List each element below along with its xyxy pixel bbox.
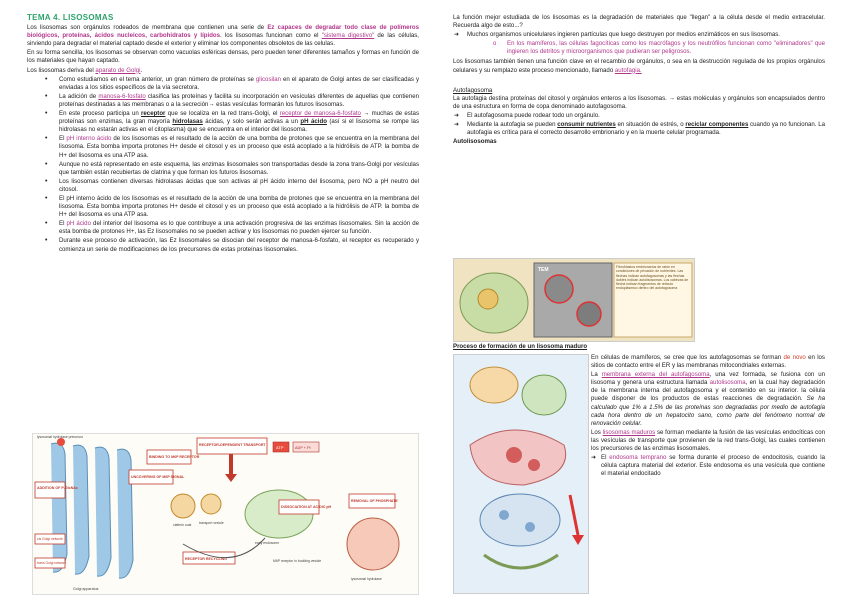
diagram-label: ADP + Pi <box>295 446 311 450</box>
text: El <box>59 220 67 228</box>
text: , en la cual hay degradación de la membrana interna del autofagosoma y el contenido en su interior. la célula puede disponer de los productos de estas reacciones de degradación. <box>591 379 825 403</box>
italic-text: Se ha calculado que 1% a 1.5% de las proteínas son degradadas por medio de autofagia cada hora dentro de un hepatocito sano, como parte del fenómeno normal de renovación celular. <box>591 395 825 427</box>
diagram-label: ADDITION OF P-GlcNAc <box>37 486 78 490</box>
highlight-link: autofagia. <box>614 66 642 74</box>
diagram-label: lysosomal hydrolase <box>351 577 382 581</box>
text: de los lisosomas es el resultado de la acción de una bomba de protones que se encuentra en la membrana del lisosoma. Esta bomba importa protones H+ desde el citosol y es un proceso que está acoplado a la hidrólisis de ATP. la bomba de H+ del lisosoma es una ATP asa. <box>59 135 419 159</box>
diagram-label: RECEPTOR RECYCLING <box>185 557 228 561</box>
section-title: Proceso de formación de un lisosoma maduro <box>453 343 588 350</box>
highlight-text: pH interno ácido <box>66 135 112 143</box>
highlight-text: glicosilan <box>255 75 281 83</box>
diagram-label: REMOVAL OF PHOSPHATE <box>351 499 398 503</box>
text: clasifica las proteínas y facilita su incorporación en vesículas diferentes de aquellas que contienen proteínas destinadas a las membranas o a la secreción→ estas vesículas formarán los futuros lisosomas. <box>59 92 419 108</box>
transport-vesicle <box>171 494 195 518</box>
text: Como estudiamos en el tema anterior, un gran número de proteínas se <box>59 75 256 83</box>
paragraph <box>453 58 825 74</box>
page-title: TEMA 4. LISOSOMAS <box>27 13 114 22</box>
diagram-label: ATP <box>276 445 284 450</box>
text: Los lisosomas son orgánulos rodeados de membrana que contienen una serie de <box>27 24 268 32</box>
text: se forma durante el proceso de endocitosis, cuando la célula captura material del exterior. Este endosoma es una vesícula que contiene el material endocitado <box>601 454 825 478</box>
text: El <box>59 135 67 143</box>
text: . <box>140 66 143 74</box>
diagram-label: RECEPTOR-DEPENDENT TRANSPORT <box>199 443 266 447</box>
text: La adición de <box>59 92 99 100</box>
highlight-text: de novo <box>783 354 806 361</box>
mature-lysosome-svg <box>454 355 588 593</box>
paragraph <box>591 429 825 453</box>
text: En este proceso participa un <box>59 110 142 118</box>
highlight-link: aparato de Golgi <box>95 66 141 74</box>
autolysosome-svg <box>454 259 694 341</box>
list-item <box>467 121 825 137</box>
autolysosome-figure <box>453 258 695 342</box>
list-item: ➜ Muchos organismos unicelulares ingieren partículas que luego destruyen por medios enzimáticos en sus lisosomas. <box>467 31 825 39</box>
list-item <box>59 93 419 109</box>
highlight-link: manosa-6-fosfato <box>98 92 146 100</box>
diagram-svg <box>33 434 418 594</box>
text: El <box>601 454 610 462</box>
diagram-label: lysosomal hydrolase precursor <box>37 435 83 439</box>
list-item: • El pH interno ácido de los lisosomas es el resultado de la acción de una bomba de protones que se encuentra en la membrana del lisosoma. Esta bomba importa protones H+ desde el citosol y es un proceso que está acoplado a la hidrólisis de ATP. la bomba de H+ del lisosoma es una ATP asa. <box>59 195 419 219</box>
list-item: ➜ El autofagosoma puede rodear todo un orgánulo. <box>467 112 825 120</box>
list-item: • Durante ese proceso de activación, las Ez lisosomales se disocian del receptor de manosa-6-fosfato, el receptor es recuperado y comienza un serie de modificaciones de los precursores de estas proteínas lisosomales. <box>59 237 419 253</box>
mature-lysosome-figure <box>453 354 589 594</box>
text: que se localiza en la red trans-Golgi, el <box>165 110 280 118</box>
text: del interior del lisosoma es lo que contribuye a una activación progresiva de las enzimas lisosomales. Sin la acción de esta bomba de protones H+, las Ez lisosomales no se pueden activar y los lisosomas no pueden ejercer su función. <box>59 220 419 236</box>
highlight-text: pH ácido <box>66 220 91 228</box>
list-item: • Aunque no está representado en este esquema, las enzimas lisosomales son transportadas desde la zona trans-Golgi por vesículas que también están recubiertas de clatrina y que forman los futuros lisosomas. <box>59 161 419 177</box>
highlight-link: receptor de manosa-6-fosfato <box>279 110 361 118</box>
text: en los sitios de contacto entre el ER y las membranas mitocondriales externas. <box>591 354 825 370</box>
mature-lysosome-text <box>591 354 825 479</box>
list-item <box>59 110 419 134</box>
text: → muchas de estas proteínas son enzimas, la gran mayoría <box>59 110 419 126</box>
right-column <box>453 14 825 146</box>
underlined-text: consumir nutrientes <box>557 121 616 129</box>
diagram-label: cis Golgi network <box>37 537 63 541</box>
highlight-text: autolisosoma <box>709 379 746 387</box>
highlight-link: membrana externa del autofagosoma <box>601 371 710 379</box>
highlight-text: endosoma temprano <box>609 454 667 462</box>
underlined-text: reciclar componentes <box>685 121 749 129</box>
text: La <box>591 371 602 379</box>
diagram-label: early endosome <box>255 541 280 545</box>
paragraph <box>591 454 825 478</box>
text: en el aparato de Golgi antes de ser clasificadas y enviadas a los sitios específicos de la vía secretora. <box>59 75 419 91</box>
lysosome <box>347 518 399 570</box>
paragraph: La autofagia destina proteínas del citosol y orgánulos enteros a los lisosomas. → estas moléculas y orgánulos son encapsulados dentro de una estructura en forma de copa denominado autofagosoma. <box>453 94 825 110</box>
arrow-list <box>453 31 825 39</box>
intro-paragraph <box>27 24 419 48</box>
section-heading: Autolisosomas <box>453 138 497 146</box>
diagram-label: UNCOVERING OF M6P SIGNAL <box>131 475 185 479</box>
paragraph: La función mejor estudiada de los lisosomas es la degradación de materiales que "llegan" a la célula desde el medio extracelular. Recuerda algo de esto...? <box>453 14 825 30</box>
text: Mediante la autofagia se pueden <box>467 121 558 129</box>
paragraph <box>591 354 825 370</box>
list-item: o En los mamíferos, las células fagocíticas como los macrófagos y los neutrófilos funcionan como "eliminadores" que ingieren los detritos y microorganismos que pudieran ser peligrosos. <box>507 40 825 56</box>
text: en situación de estrés, o <box>615 121 686 129</box>
paragraph <box>591 371 825 428</box>
text: Los lisosomas también tienen una función clave en el recambio de orgánulos, o sea en la destrucción regulada de los propios orgánulos celulares y su remplazo este proceso mencionado, llamado <box>453 58 825 74</box>
list-item <box>59 220 419 236</box>
text: se forman mediante la fusión de las vesículas endocíticas con las vesículas de transporte que provienen de la red trans-Golgi, las cuales contienen los precursores de las enzimas lisosomales. <box>591 428 825 453</box>
text: En células de mamíferos, se cree que los autofagosomas se forman <box>591 354 784 361</box>
section-heading: Autofagosoma <box>453 86 493 94</box>
list-item: • Los lisosomas contienen diversas hidrolasas ácidas que son activas al pH ácido interno del lisosoma, pero NO a pH neutro del citosol. <box>59 178 419 194</box>
tem-caption: Fibroblastos embrionarios de ratón en condiciones de privación de nutrientes. Las flechas indican autofagosomas y las flechas dobles indican autolisosomas. Los cabezas de flecha indican fragmentos de retículo endoplásmico dentro del autofagosoma <box>616 265 689 291</box>
text: , una vez formada, se fusiona con un lisosoma y genera una estructura llamada <box>591 371 825 387</box>
bullet-list <box>27 76 419 254</box>
highlight-link: "sistema digestivo" <box>321 32 375 40</box>
text: (así si el lisosoma se rompe las hidrolasas no estarán activas en el citoplasma) que se encuentra en el interior del lisosoma. <box>59 118 419 134</box>
highlight-text: Ez capaces de degradar todo clase de polímeros biológicos, proteínas, ácidos nucleicos, carbohidratos y lípidos <box>27 24 419 40</box>
underlined-text: pH ácido <box>300 118 327 126</box>
text: ácidas, y solo serán activas a un <box>202 118 301 126</box>
section-heading <box>453 343 825 351</box>
underlined-text: hidrolasas <box>172 118 203 126</box>
arrow-list <box>453 112 825 137</box>
diagram-label: transport vesicle <box>199 521 224 525</box>
list-item <box>59 135 419 159</box>
diagram-label: DISSOCIATION AT ACIDIC pH <box>281 505 332 509</box>
text: cuando ya no funcionan. La autofagia es crítica para el correcto desarrollo embrionario y en la muerte celular programada. <box>467 121 825 137</box>
diagram-label: trans Golgi network <box>37 561 67 565</box>
diagram-label: BINDING TO M6P RECEPTOR <box>149 455 200 459</box>
sub-list <box>453 40 825 56</box>
left-column <box>27 14 419 255</box>
diagram-label: clathrin coat <box>173 523 192 527</box>
tem-label: TEM <box>538 267 549 273</box>
diagram-label: Golgi apparatus <box>73 587 99 591</box>
text: Los lisosomas deriva del <box>27 66 96 74</box>
paragraph <box>27 67 419 75</box>
underlined-text: receptor <box>141 110 166 118</box>
arrow-icon: ➜ <box>591 454 597 462</box>
list-item <box>59 76 419 92</box>
m6p-pathway-diagram <box>32 433 419 595</box>
diagram-label: M6P receptor in budding vesicle <box>273 559 322 563</box>
text: Los <box>591 428 603 436</box>
paragraph: En su forma sencilla, los lisosomas se observan como vacuolas esféricas densas, pero pueden tener diferentes tamaños y formas en función de los materiales que hayan captado. <box>27 49 419 65</box>
highlight-link: lisosomas maduros <box>602 428 656 436</box>
text: . los lisosomas funcionan como el <box>220 32 322 40</box>
text: de las células, sirviendo para degradar el material captado desde el exterior y eliminar los componentes obsoletos de las celulas. <box>27 32 419 48</box>
